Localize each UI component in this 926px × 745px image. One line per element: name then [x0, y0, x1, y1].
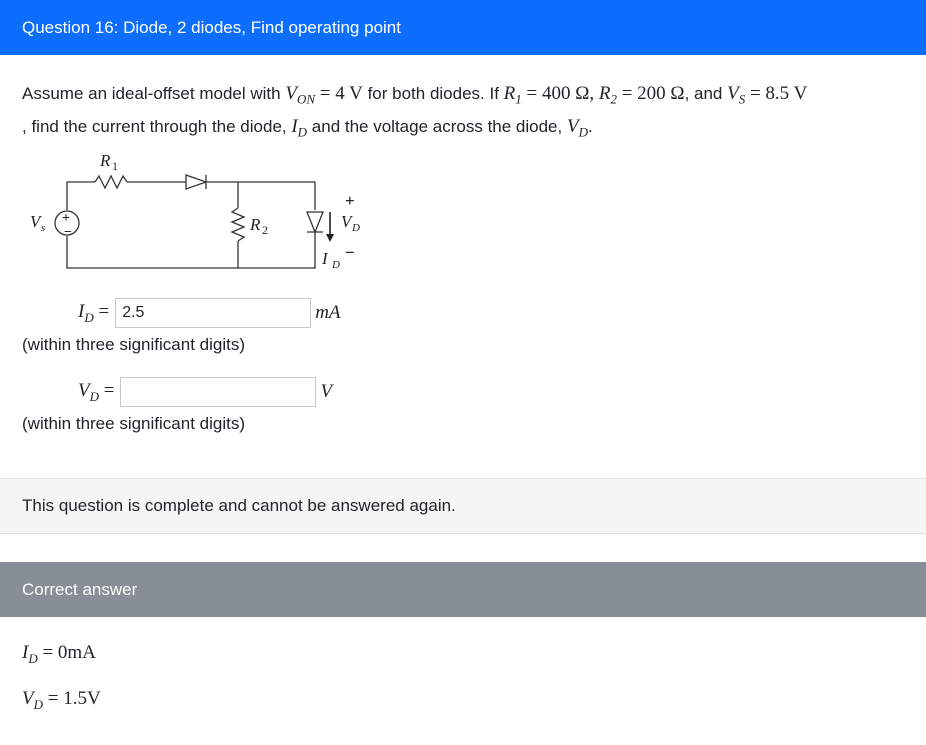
vd-label: V: [341, 212, 352, 231]
id-label: I: [322, 249, 328, 268]
correct-vd-value: = 1.5V: [43, 688, 101, 709]
series-diode: [186, 175, 206, 189]
statement-text-3: , and: [684, 84, 728, 103]
correct-answer-title: Correct answer: [22, 579, 138, 599]
id-answer-input[interactable]: [115, 298, 311, 328]
wire-top-right: [206, 182, 315, 210]
vd-answer-sub: D: [89, 388, 99, 404]
r2-subscript: 2: [610, 91, 617, 107]
correct-vd-line: [22, 688, 101, 713]
r1-resistor: [95, 176, 127, 188]
statement-text-4: , find the current through the diode,: [22, 117, 292, 137]
von-subscript: ON: [296, 91, 315, 107]
vd-minus: −: [345, 243, 355, 262]
correct-vd-sym: V: [22, 688, 34, 709]
vs-label: V: [30, 212, 41, 231]
id-subscript: D: [297, 124, 308, 140]
vd-answer-label: [78, 380, 114, 405]
correct-answer-header: [0, 562, 926, 617]
id-answer-sub: D: [84, 309, 94, 325]
correct-id-value: = 0mA: [37, 642, 96, 663]
vd-answer-sym: V: [78, 379, 90, 401]
vd-subscript: D: [578, 124, 588, 140]
vs-subscript: S: [738, 91, 746, 107]
r2-label-sub: 2: [262, 223, 268, 237]
correct-vd-sub: D: [33, 696, 43, 712]
id-answer-sym: I: [78, 300, 85, 322]
vd-answer-eq: =: [99, 379, 115, 401]
circuit-diagram: [20, 150, 380, 280]
correct-id-sym: I: [22, 642, 29, 663]
vd-answer-unit: V: [320, 381, 333, 402]
vd-answer-row: [78, 377, 332, 407]
question-title: Question 16: Diode, 2 diodes, Find operating point: [22, 17, 401, 37]
vd-answer-input[interactable]: [120, 377, 316, 407]
vd-plus: +: [345, 191, 355, 210]
question-header: [0, 0, 926, 55]
statement-text-2: for both diodes. If: [362, 84, 504, 103]
vd-symbol: V: [566, 116, 579, 138]
statement-text-1: Assume an ideal-offset model with: [22, 84, 286, 103]
vs-symbol: V: [727, 83, 739, 104]
r2-value: = 200 Ω: [616, 83, 685, 104]
id-answer-eq: =: [93, 300, 110, 322]
r1-value: = 400 Ω,: [521, 83, 599, 104]
id-answer-row: [78, 298, 341, 328]
correct-id-sub: D: [28, 650, 38, 666]
id-answer-note: (within three significant digits): [22, 335, 245, 354]
id-answer-label: [78, 301, 109, 326]
wire-left-top: [67, 182, 95, 210]
shunt-diode: [307, 212, 323, 232]
completion-notice: [0, 478, 926, 534]
r2-symbol: R: [598, 83, 611, 104]
statement-text-5: and the voltage across the diode,: [307, 117, 567, 137]
von-value: = 4 V: [315, 83, 363, 104]
source-plus: +: [62, 211, 70, 226]
r1-label: R: [100, 151, 111, 170]
vd-answer-note: (within three significant digits): [22, 414, 245, 433]
id-symbol: I: [291, 116, 298, 138]
vs-label-sub: s: [41, 222, 46, 234]
vs-value: = 8.5 V: [745, 83, 808, 104]
id-label-sub: D: [332, 259, 340, 271]
problem-statement: [22, 80, 907, 147]
completion-text: This question is complete and cannot be answered again.: [22, 496, 456, 515]
id-answer-unit: mA: [315, 302, 341, 323]
statement-text-6: .: [587, 117, 593, 137]
von-symbol: V: [285, 83, 297, 104]
r1-symbol: R: [503, 83, 516, 104]
correct-id-line: [22, 642, 96, 667]
source-minus: −: [64, 225, 72, 240]
r1-label-sub: 1: [112, 159, 118, 173]
r2-label: R: [250, 215, 261, 234]
r1-subscript: 1: [515, 91, 522, 107]
wire-left-bottom: [67, 236, 315, 268]
vd-label-sub: D: [352, 222, 360, 234]
r2-resistor: [232, 208, 244, 241]
